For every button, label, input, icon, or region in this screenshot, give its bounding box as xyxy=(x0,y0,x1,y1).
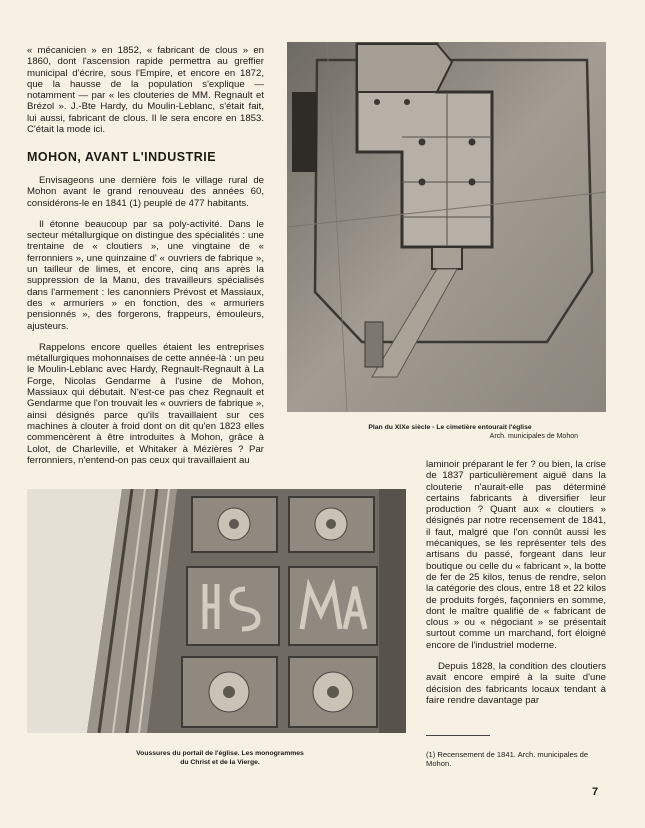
right-paragraph-1: laminoir préparant le fer ? ou bien, la crise de 1837 particulièrement aiguë dans la clouterie n'aurait-elle pas déterminé certains fabricants à diversifier leur production ? Quant aux « cloutiers » désignés par notre recensement de 1841, il faut, malgré que l'on connût aussi les mécaniques, se les représenter tels des artisans du passé, forgeant dans leur boutique ou celle du « fabricant », la botte de fer de 25 kilos, tenus de rendre, selon la catégorie des clous, entre 18 et 22 kilos de produits forgés, façonniers en somme, dont le maître qualifié de « fabricant de clous » ou « négociant » se présentait surtout comme un marchand, fort éloigné encore de l'industriel moderne. xyxy=(426,459,606,651)
plan-credit: Arch. municipales de Mohon xyxy=(489,433,578,440)
portal-caption xyxy=(40,749,400,767)
paragraph-1: Envisageons une dernière fois le village rural de Mohon avant le grand renouveau des années 60, considérons-le en 1841 (1) peuplé de 477 habitants. xyxy=(27,175,264,209)
page-number: 7 xyxy=(592,786,599,798)
portal-caption-line-1: Voussures du portail de l'église. Les monogrammes xyxy=(136,750,304,757)
church-plan-photo xyxy=(287,42,606,412)
church-plan-drawing xyxy=(287,42,606,412)
right-paragraph-2: Depuis 1828, la condition des cloutiers avait encore empiré à la suite d'une décision des fabricants locaux tendant à faire rendre davantage par xyxy=(426,661,606,706)
paragraph-2: Il étonne beaucoup par sa poly-activité. Dans le secteur métallurgique on distingue des spécialités : une trentaine de « cloutiers », une vingtaine de « ferronniers », une quinzaine d' « ouvriers de fabrique », un tailleur de limes, et encore, cinq ans après la suppression de la Manu, des travailleurs spécialisés dans l'armement : les canonniers Prévost et Massiaux, des « armuriers » en fonction, des « armuriers pensionnés », des forgerons, frappeurs, émouleurs, ajusteurs. xyxy=(27,218,264,332)
portal-vault-drawing xyxy=(27,489,406,733)
footnote: (1) Recensement de 1841. Arch. municipales de Mohon. xyxy=(426,750,589,769)
column-left-intro xyxy=(27,45,264,145)
paragraph-3: Rappelons encore quelles étaient les entreprises métallurgiques mohonnaises de cette année-là : un peu le Moulin-Leblanc avec Hardy, Regnault-Regnault à La Forge, Nicolas Gendarme à l'usine de Mohon, Massiaux qui débutait. N'est-ce pas chez Regnault et Gendarme que l'on trouvait les « ouvriers de fabrique », ainsi désignés parce qu'ils travaillaient sur ces machines à clouter à froid dont on dit qu'en 1823 elles commencèrent à être introduites à Mohon, grâce à Lolot, de Charleville, et Whitaker à Mézières ? Par ferronniers, n'entend-on pas ceux qui travaillaient au xyxy=(27,341,264,466)
plan-caption: Plan du XIXe siècle - Le cimetière entourait l'église xyxy=(368,424,532,431)
column-right-body xyxy=(426,459,606,716)
column-left-body xyxy=(27,175,264,476)
section-heading: MOHON, AVANT L'INDUSTRIE xyxy=(27,150,217,164)
intro-paragraph: « mécanicien » en 1852, « fabricant de clous » en 1860, dont l'ascension rapide permettra au greffier municipal d'écrire, sous l'Empire, et encore en 1872, que la hausse de la population s'explique — notamment — par « les clouteries de MM. Regnault et Brézol ». J.-Bte Hardy, du Moulin-Leblanc, s'était fait, lui aussi, fabricant de clous. Il le sera encore en 1853. C'était la mode ici. xyxy=(27,45,264,136)
plan-caption-block xyxy=(300,423,600,441)
footnote-rule xyxy=(426,735,490,736)
portal-vault-photo xyxy=(27,489,406,733)
portal-caption-line-2: du Christ et de la Vierge. xyxy=(180,759,260,766)
